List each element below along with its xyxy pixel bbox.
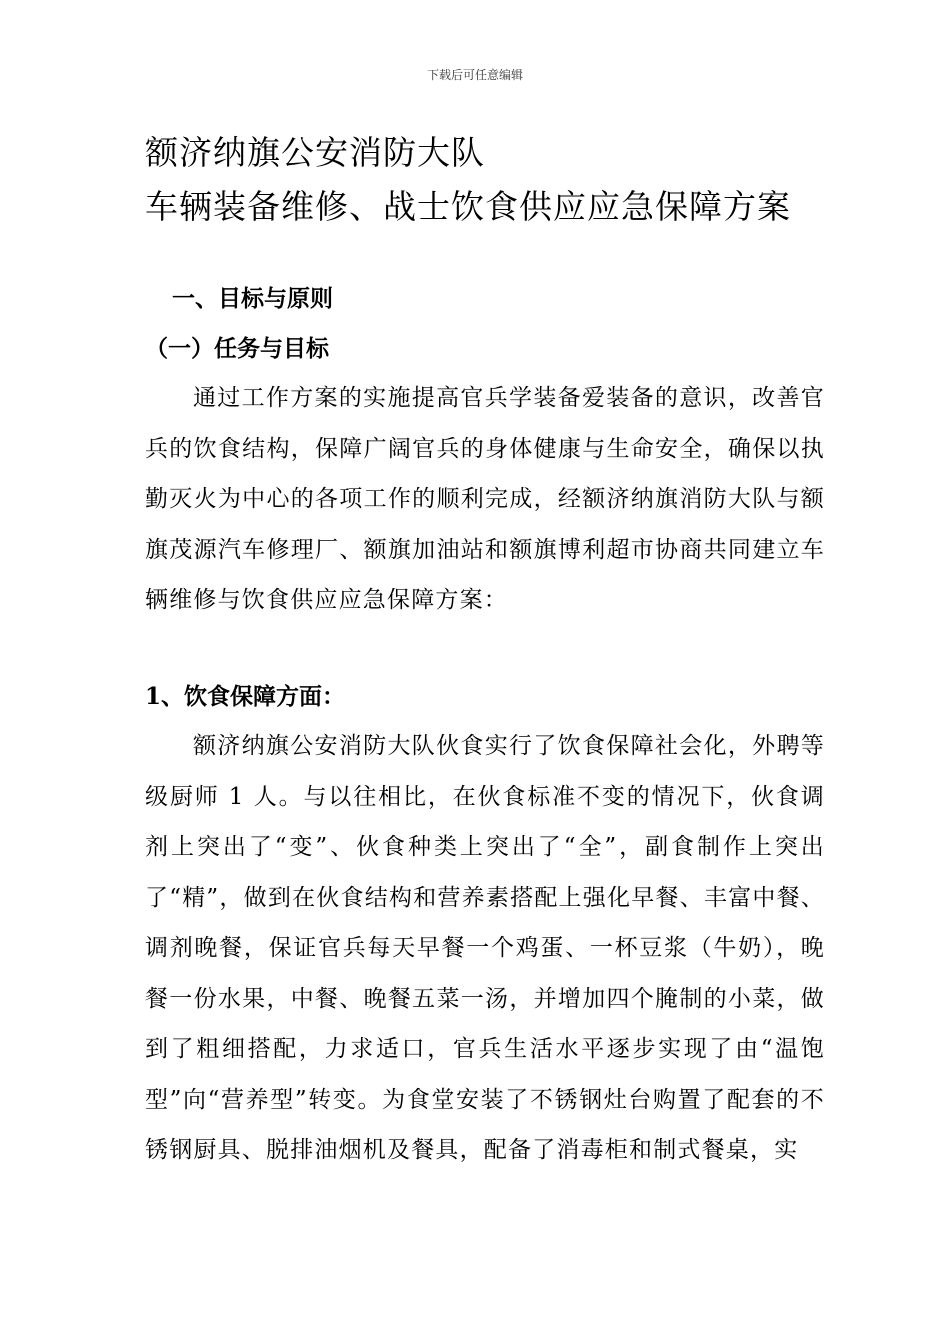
item-heading: 1、饮食保障方面：	[145, 683, 346, 710]
document-title-line2: 车辆装备维修、战士饮食供应应急保障方案	[145, 187, 791, 226]
document-title-line1: 额济纳旗公安消防大队	[145, 133, 485, 172]
section-heading: 一、目标与原则	[172, 285, 333, 312]
body-paragraph-1: 通过工作方案的实施提高官兵学装备爱装备的意识，改善官兵的饮食结构，保障广阔官兵的身体健康与生命安全，确保以执勤灭火为中心的各项工作的顺利完成，经额济纳旗消防大队与额旗茂源汽车修理厂、额旗加油站和额旗博利超市协商共同建立车辆维修与饮食供应应急保障方案：	[145, 385, 825, 613]
body-paragraph-2: 额济纳旗公安消防大队伙食实行了饮食保障社会化，外聘等级厨师 1 人。与以往相比，在伙食标准不变的情况下，伙食调剂上突出了“变”、伙食种类上突出了“全”，副食制作上突出了“精”，做到在伙食结构和营养素搭配上强化早餐、丰富中餐、调剂晚餐，保证官兵每天早餐一个鸡蛋、一杯豆浆（牛奶），晚餐一份水果，中餐、晚餐五菜一汤，并增加四个腌制的小菜，做到了粗细搭配，力求适口，官兵生活水平逐步实现了由“温饱型”向“营养型”转变。为食堂安装了不锈钢灶台购置了配套的不锈钢厨具、脱排油烟机及餐具，配备了消毒柜和制式餐桌，实	[145, 733, 825, 1163]
header-note: 下载后可任意编辑	[426, 68, 523, 82]
subsection-heading: （一）任务与目标	[145, 335, 329, 362]
